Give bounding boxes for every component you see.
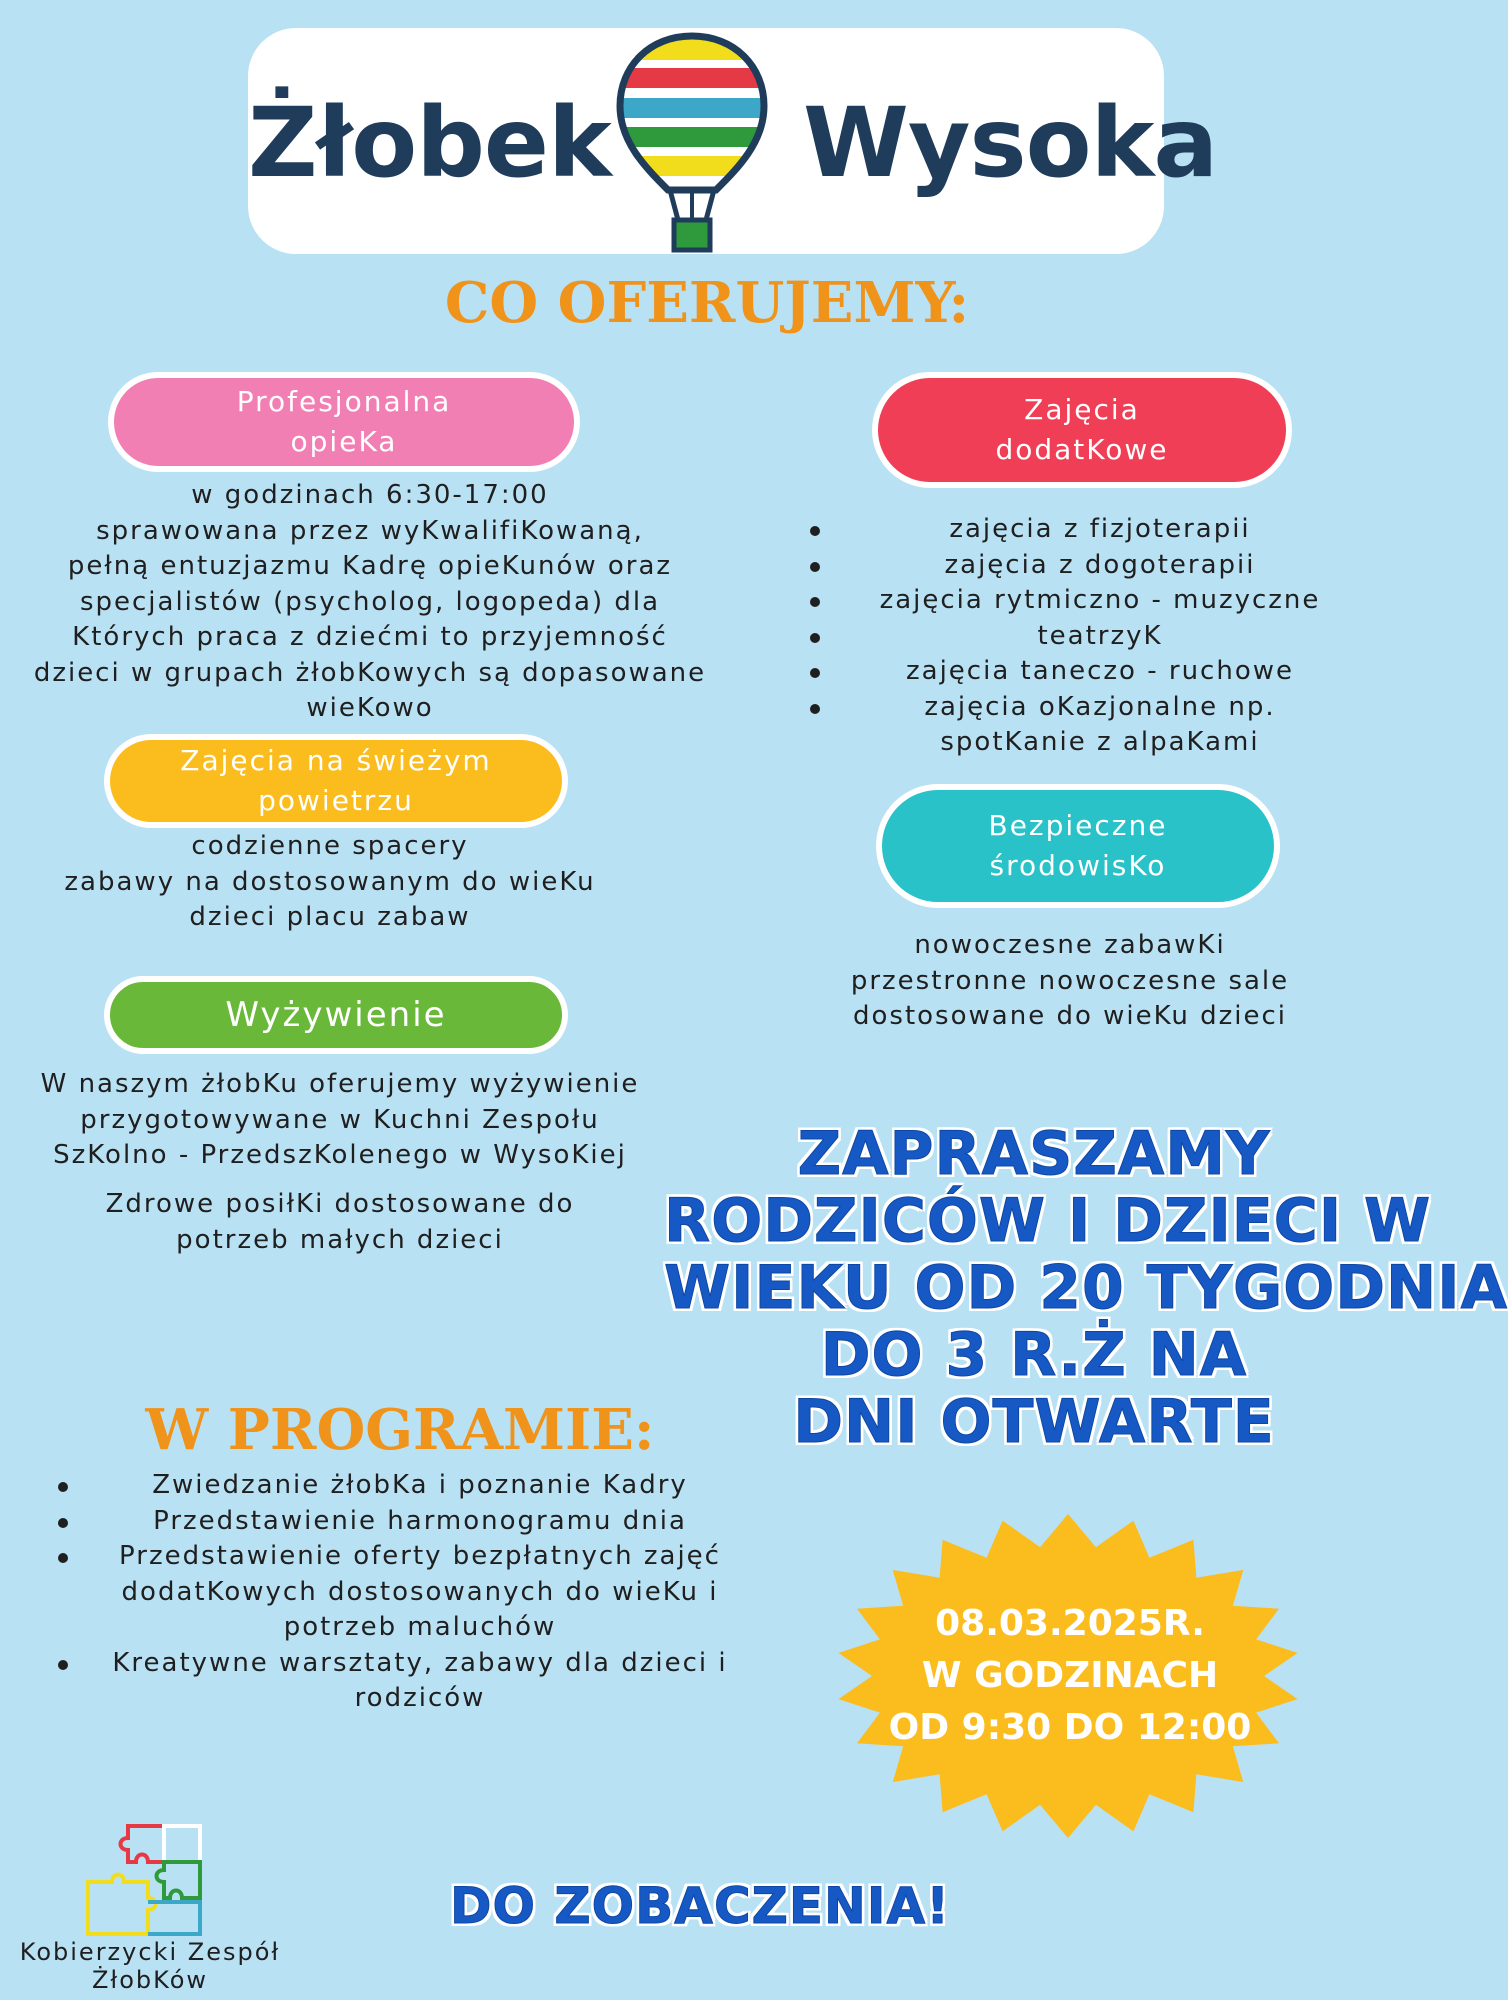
care-pill bbox=[108, 372, 580, 472]
bullet-icon bbox=[58, 1482, 68, 1492]
list-item: Kreatywne warsztaty, zabawy dla dzieci i rodziców bbox=[50, 1646, 770, 1717]
bullet-icon bbox=[810, 668, 820, 678]
invite-line: DNI OTWARTE bbox=[793, 1387, 1275, 1457]
bullet-icon bbox=[58, 1553, 68, 1563]
care-line: specjalistów (psycholog, logopeda) dla bbox=[79, 586, 661, 617]
food-title: Wyżywienie bbox=[225, 995, 447, 1035]
care-description bbox=[20, 478, 720, 727]
event-date-line: W GODZINACH bbox=[921, 1655, 1219, 1696]
outdoor-line: zabawy na dostosowanym do wieKu bbox=[64, 866, 596, 897]
list-item: zajęcia oKazjonalne np. spotKanie z alpaKami bbox=[810, 690, 1370, 761]
invite-line: DO 3 R.Ż NA bbox=[820, 1320, 1248, 1390]
list-item: Zwiedzanie żłobKa i poznanie Kadry bbox=[50, 1468, 770, 1504]
care-line: pełną entuzjazmu Kadrę opieKunów oraz bbox=[67, 551, 673, 581]
bullet-icon bbox=[810, 526, 820, 536]
outdoor-description bbox=[20, 829, 640, 936]
outdoor-line: codzienne spacery bbox=[191, 831, 469, 861]
program-list bbox=[50, 1468, 770, 1717]
care-line: dzieci w grupach żłobKowych są dopasowane bbox=[33, 657, 707, 688]
brand-name-left: Żłobek bbox=[248, 87, 611, 199]
safe-line: nowoczesne zabawKi bbox=[914, 930, 1226, 960]
food-pill bbox=[104, 976, 568, 1054]
outdoor-title: Zajęcia na świeżym bbox=[180, 744, 492, 777]
list-item: zajęcia z dogoterapii bbox=[810, 548, 1370, 584]
hot-air-balloon-icon bbox=[612, 30, 772, 255]
brand-name-right: Wysoka bbox=[803, 87, 1218, 199]
food-line: potrzeb małych dzieci bbox=[176, 1224, 504, 1255]
event-date-line: 08.03.2025R. bbox=[935, 1603, 1205, 1644]
care-line: sprawowana przez wyKwalifiKowaną, bbox=[96, 515, 644, 546]
program-heading: W PROGRAMIE: bbox=[145, 1397, 655, 1463]
bullet-icon bbox=[810, 597, 820, 607]
bullet-icon bbox=[810, 704, 820, 714]
list-item: zajęcia rytmiczno - muzyczne bbox=[810, 583, 1370, 619]
care-title: Profesjonalna bbox=[236, 385, 452, 418]
outdoor-line: dzieci placu zabaw bbox=[189, 902, 471, 932]
outdoor-pill bbox=[104, 734, 568, 828]
offer-heading: CO OFERUJEMY: bbox=[444, 270, 970, 336]
care-line: Których praca z dziećmi to przyjemność bbox=[72, 622, 668, 652]
safe-description bbox=[790, 928, 1350, 1035]
list-item: Przedstawienie oferty bezpłatnych zajęć dodatKowych dostosowanych do wieKu i potrzeb maluchów bbox=[50, 1539, 770, 1646]
footer-org-line: Kobierzycki Zespół bbox=[19, 1938, 281, 1966]
safe-line: przestronne nowoczesne sale bbox=[850, 965, 1290, 996]
food-line: SzKolno - PrzedszKolenego w WysoKiej bbox=[53, 1140, 627, 1170]
care-title: opieKa bbox=[290, 425, 398, 458]
food-description-meals bbox=[20, 1187, 660, 1258]
safe-line: dostosowane do wieKu dzieci bbox=[853, 1001, 1287, 1031]
event-date bbox=[860, 1598, 1280, 1754]
food-line: W naszym żłobKu oferujemy wyżywienie bbox=[40, 1069, 640, 1099]
extra-activities-pill bbox=[872, 372, 1292, 488]
safe-title: środowisKo bbox=[989, 849, 1167, 882]
safe-environment-pill bbox=[876, 784, 1280, 908]
event-date-line: OD 9:30 DO 12:00 bbox=[888, 1707, 1252, 1748]
invite-line: RODZICÓW I DZIECI W bbox=[664, 1186, 1432, 1256]
bullet-icon bbox=[58, 1660, 68, 1670]
extra-title: Zajęcia bbox=[1024, 393, 1140, 426]
food-line: przygotowywane w Kuchni Zespołu bbox=[80, 1104, 600, 1135]
food-line: Zdrowe posiłKi dostosowane do bbox=[105, 1189, 575, 1219]
list-item: teatrzyK bbox=[810, 619, 1370, 655]
bullet-icon bbox=[58, 1518, 68, 1528]
care-line: wieKowo bbox=[306, 693, 434, 723]
safe-title: Bezpieczne bbox=[988, 809, 1168, 842]
bullet-icon bbox=[810, 633, 820, 643]
invite-line: WIEKU OD 20 TYGODNIA bbox=[664, 1253, 1508, 1323]
care-line: w godzinach 6:30-17:00 bbox=[191, 480, 549, 510]
outdoor-title: powietrzu bbox=[258, 784, 414, 817]
puzzle-logo-icon bbox=[84, 1822, 204, 1942]
bullet-icon bbox=[810, 562, 820, 572]
closing-message: DO ZOBACZENIA! bbox=[449, 1877, 951, 1935]
list-item: zajęcia z fizjoterapii bbox=[810, 512, 1370, 548]
extra-activities-list bbox=[810, 512, 1370, 761]
food-description bbox=[20, 1067, 660, 1174]
list-item: zajęcia taneczo - ruchowe bbox=[810, 654, 1370, 690]
footer-organization bbox=[0, 1938, 300, 1994]
extra-title: dodatKowe bbox=[995, 433, 1169, 466]
list-item: Przedstawienie harmonogramu dnia bbox=[50, 1504, 770, 1540]
invite-line: ZAPRASZAMY bbox=[797, 1119, 1271, 1189]
footer-org-line: ŻłobKów bbox=[91, 1966, 209, 1994]
